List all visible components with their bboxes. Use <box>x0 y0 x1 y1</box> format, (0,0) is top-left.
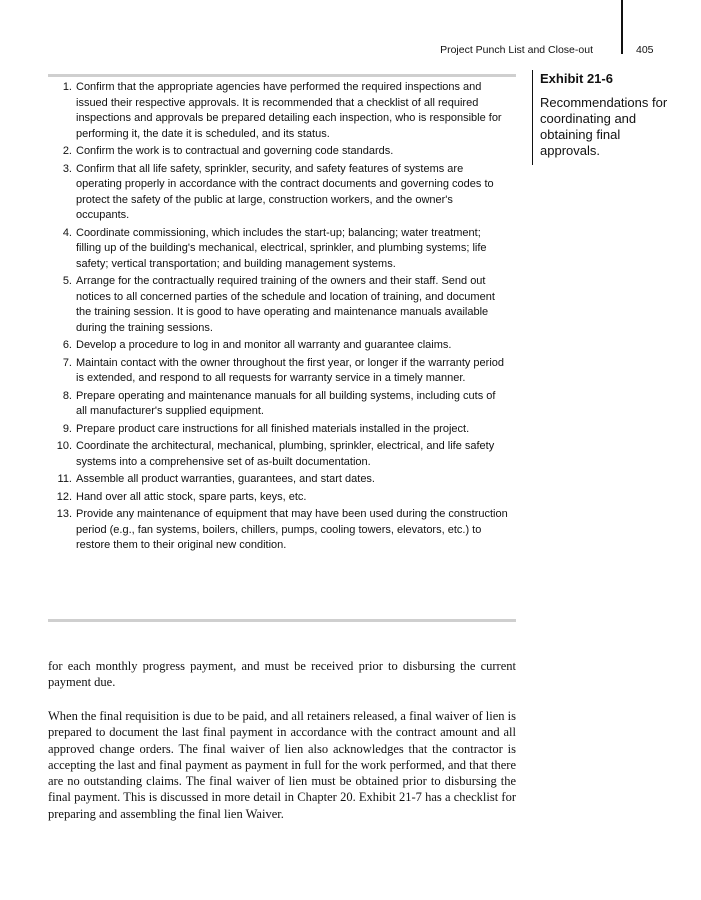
list-item-text: Develop a procedure to log in and monitor all warranty and guarantee claims. <box>76 339 452 351</box>
list-item-number: 8. <box>62 389 72 402</box>
exhibit-caption: Recommendations for coordinating and obtaining final approvals. <box>540 95 668 158</box>
page-number: 405 <box>636 44 654 56</box>
exhibit-bottom-rule <box>48 619 516 622</box>
list-item-number: 2. <box>62 145 72 157</box>
list-item-text: Coordinate the architectural, mechanical, plumbing, sprinkler, electrical, and life safety systems into a comprehensive set of as-built documentation. <box>76 440 495 468</box>
exhibit-label: Exhibit 21-6 <box>540 71 613 86</box>
exhibit-top-rule <box>48 74 516 77</box>
list-item-text: Confirm the work is to contractual and governing code standards. <box>76 145 394 157</box>
list-item-text: Hand over all attic stock, spare parts, keys, etc. <box>76 490 307 503</box>
list-item-text: Prepare operating and maintenance manuals for all building systems, including cuts of all manufacturer's supplied equipment. <box>76 389 496 417</box>
list-item <box>48 274 508 336</box>
list-item <box>48 472 508 488</box>
list-item <box>48 439 508 470</box>
list-item-number: 7. <box>62 356 72 369</box>
list-item-number: 10. <box>56 440 72 452</box>
list-item-text: Confirm that all life safety, sprinkler, security, and safety features of systems are operating properly in accordance with the contract documents and governing codes to protect the safety of the public at large, construction workers, and the owner's occupants. <box>76 162 494 221</box>
body-paragraph: When the final requisition is due to be paid, and all retainers released, a final waiver of lien is prepared to document the last final payment in accordance with the contract amount and all approved change orders. The final waiver of lien also acknowledges that the contractor is accepting the last and final payment as payment in full for the work performed, and that there are no outstanding claims. The final waiver of lien must be obtained prior to disbursing the final payment. This is discussed in more detail in Chapter 20. Exhibit 21-7 has a checklist for preparing and assembling the final lien Waiver. <box>48 709 516 821</box>
running-head: Project Punch List and Close-out <box>440 44 593 56</box>
list-item <box>48 338 508 354</box>
list-item <box>48 226 508 273</box>
list-item-number: 5. <box>62 275 72 287</box>
list-item-number: 11. <box>57 473 72 485</box>
list-item-text: Assemble all product warranties, guarantees, and start dates. <box>76 473 375 485</box>
list-item <box>48 422 508 438</box>
list-item-text: Coordinate commissioning, which includes the start-up; balancing; water treatment; filling up of the building's mechanical, electrical, sprinkler, and plumbing systems; life safety; vertical transportation; and building management systems. <box>76 226 487 270</box>
list-item-text: Prepare product care instructions for all finished materials installed in the project. <box>76 422 470 435</box>
list-item-text: Confirm that the appropriate agencies have performed the required inspections and issued their respective approvals. It is recommended that a checklist of all required inspections and approvals be prepared detailing each inspection, who is responsible for performing it, the date it is scheduled, and its status. <box>76 81 502 140</box>
list-item-number: 1. <box>62 81 72 93</box>
list-item-number: 9. <box>62 422 72 435</box>
list-item-text: Maintain contact with the owner throughout the first year, or longer if the warranty period is extended, and respond to all requests for warranty service in a timely manner. <box>76 356 505 384</box>
list-item <box>48 356 508 387</box>
list-item-number: 12. <box>56 490 72 503</box>
list-item <box>48 80 508 142</box>
exhibit-sidebar <box>532 70 680 165</box>
list-item-text: Provide any maintenance of equipment that may have been used during the construction period (e.g., fan systems, boilers, chillers, pumps, cooling towers, elevators, etc.) to restore them to their original new condition. <box>76 508 508 551</box>
list-item-number: 13. <box>56 508 72 520</box>
list-item <box>48 389 508 420</box>
list-item <box>48 507 508 554</box>
list-item-text: Arrange for the contractually required training of the owners and their staff. Send out notices to all concerned parties of the schedule and location of training, and document the training session. It is good to have operating and maintenance manuals available during the training sessions. <box>76 275 495 334</box>
body-paragraph: for each monthly progress payment, and must be received prior to disbursing the current payment due. <box>48 659 516 690</box>
list-item <box>48 490 508 506</box>
list-item-number: 4. <box>62 226 72 239</box>
header-divider <box>621 0 623 54</box>
list-item <box>48 162 508 224</box>
list-item <box>48 144 508 160</box>
list-item-number: 6. <box>62 339 72 351</box>
recommendations-list <box>48 80 508 556</box>
list-item-number: 3. <box>62 162 72 175</box>
